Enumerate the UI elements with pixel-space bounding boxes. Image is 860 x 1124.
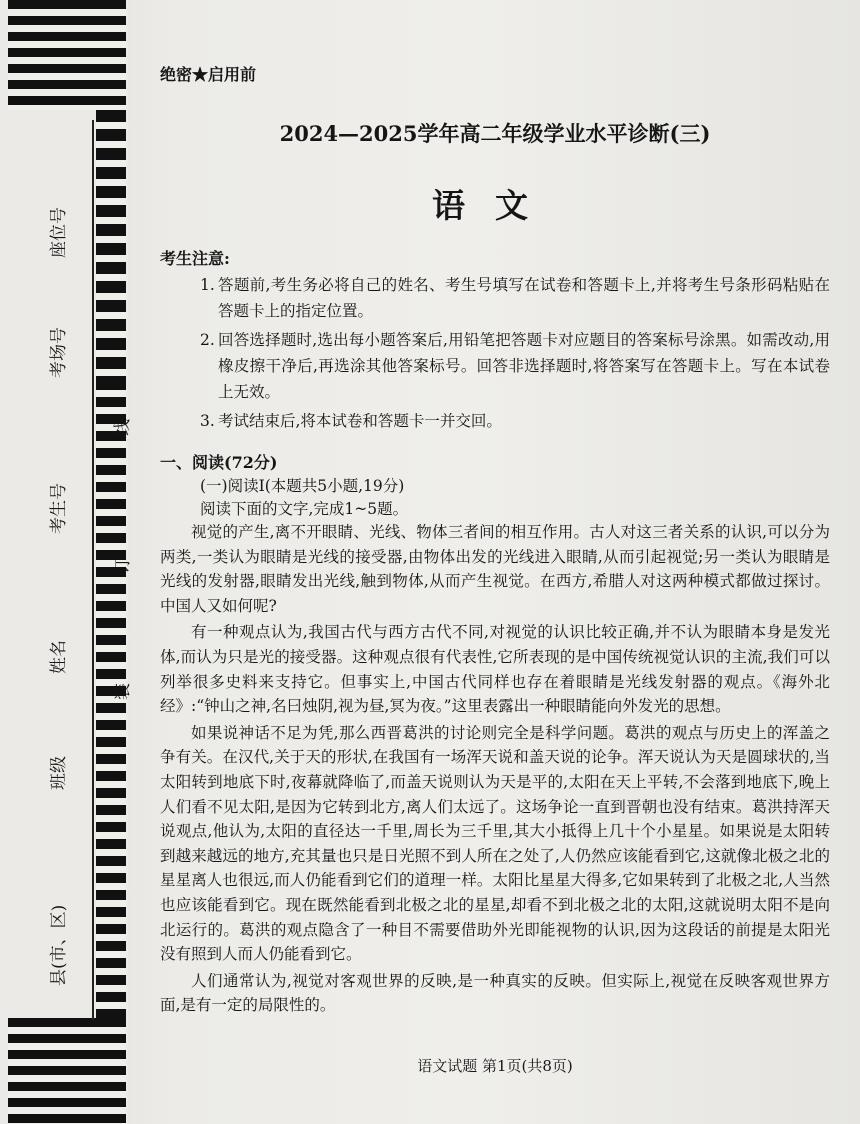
student-number-field: 考生号: [49, 483, 69, 534]
name-field: 姓名: [49, 640, 69, 674]
passage-paragraph: 如果说神话不足为凭,那么西晋葛洪的讨论则完全是科学问题。葛洪的观点与历史上的浑盖之争有关。在汉代,关于天的形状,在我国有一场浑天说和盖天说的论争。浑天说认为天是圆球状的,当太阳转到地底下时,夜幕就降临了,而盖天说则认为天是平的,太阳在天上平转,不会落到地底下,晚上人们看不见太阳,是因为它转到北方,离人们太远了。这场争论一直到晋朝也没有结束。葛洪持浑天说观点,他认为,太阳的直径达一千里,周长为三千里,其大小抵得上几十个小星星。如果说是太阳转到越来越远的地方,充其量也只是日光照不到人所在之处了,人仍然应该能看到它,这就像北极之北的星星离人也很远,而人仍能看到它们的道理一样。太阳比星星大得多,它如果转到了北极之北,人当然也应该能看到它。现在既然能看到北极之北的星星,却看不到北极之北的太阳,这就说明太阳不是向北运行的。葛洪的观点隐含了一种目不需要借助外光即能视物的认识,因为这段话的前提是太阳光没有照到人而人仍能看到它。: [160, 723, 830, 964]
notice-number: 2.: [200, 331, 215, 349]
notice-heading: 考生注意:: [160, 249, 230, 268]
notice-item: [200, 272, 830, 324]
county-field: 县(市、区): [49, 904, 69, 986]
notice-number: 3.: [200, 412, 215, 430]
binding-line: [92, 120, 94, 1020]
cut-mark-line: 线: [113, 419, 133, 436]
notice-number: 1.: [200, 276, 215, 294]
passage-paragraph: 人们通常认为,视觉对客观世界的反映,是一种真实的反映。但实际上,视觉在反映客观世界方面,是有一定的局限性的。: [160, 971, 830, 1015]
notice-item: [200, 327, 830, 405]
cut-mark-bind: 订: [113, 557, 133, 574]
bottom-stripe-pattern: [8, 1018, 126, 1124]
passage-paragraph: 视觉的产生,离不开眼睛、光线、物体三者间的相互作用。古人对这三者关系的认识,可以分为两类,一类认为眼睛是光线的接受器,由物体出发的光线进入眼睛,从而引起视觉;另一类认为眼睛是光线的发射器,眼睛发出光线,触到物体,从而产生视觉。在西方,希腊人对这两种模式都做过探讨。中国人又如何呢?: [160, 523, 830, 615]
page-footer: 语文试题 第1页(共8页): [417, 1057, 573, 1075]
reading-passage: [160, 520, 830, 1020]
class-field: 班级: [49, 756, 69, 790]
barcode-strip-lower: [96, 380, 126, 1100]
section-heading: 一、阅读(72分): [160, 453, 278, 472]
reading-instruction: 阅读下面的文字,完成1~5题。: [200, 500, 409, 518]
exam-room-field: 考场号: [49, 327, 69, 378]
seat-number-field: 座位号: [49, 207, 69, 258]
exam-title: 2024—2025学年高二年级学业水平诊断(三): [279, 121, 711, 146]
passage-paragraph: 有一种观点认为,我国古代与西方古代不同,对视觉的认识比较正确,并不认为眼睛本身是发光体,而认为只是光的接受器。这种观点很有代表性,它所表现的是中国传统视觉认识的主流,我们可以列举很多史料来支持它。但事实上,中国古代同样也存在着眼睛是光线发射器的观点。《海外北经》:“钟山之神,名曰烛阴,视为昼,冥为夜。”这里表露出一种眼睛能向外发光的思想。: [160, 623, 830, 716]
notice-text: 考试结束后,将本试卷和答题卡一并交回。: [218, 412, 502, 430]
notice-item: [200, 408, 830, 434]
binding-margin: [0, 0, 133, 1124]
barcode-strip-upper: [96, 110, 126, 380]
cut-mark-install: 装: [113, 683, 133, 700]
notice-text: 回答选择题时,选出每小题答案后,用铅笔把答题卡对应题目的答案标号涂黑。如需改动,用橡皮擦干净后,再选涂其他答案标号。回答非选择题时,将答案写在答题卡上。写在本试卷上无效。: [218, 331, 830, 401]
subsection-heading: (一)阅读Ⅰ(本题共5小题,19分): [200, 477, 405, 495]
notice-text: 答题前,考生务必将自己的姓名、考生号填写在试卷和答题卡上,并将考生号条形码粘贴在答题卡上的指定位置。: [218, 276, 830, 320]
notice-list: [200, 272, 830, 437]
top-stripe-pattern: [8, 0, 126, 110]
subject-title: 语文: [432, 186, 558, 225]
confidential-label: 绝密★启用前: [160, 65, 257, 84]
